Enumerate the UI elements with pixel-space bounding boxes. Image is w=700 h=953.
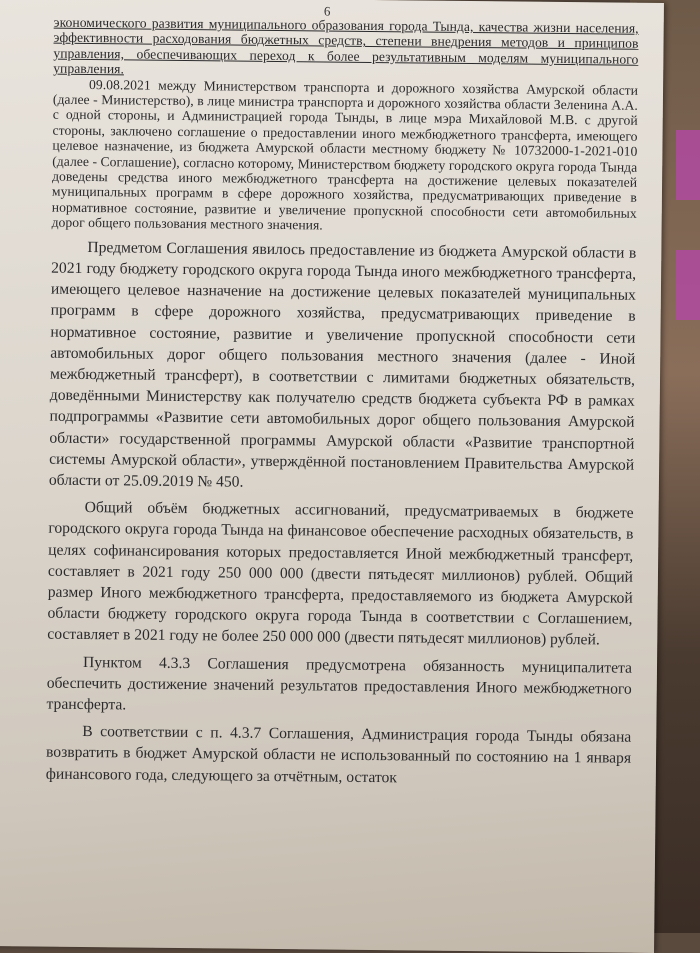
volume-paragraph: Общий объём бюджетных ассигнований, предусматриваемых в бюджете городского округа города Тында на финансовое обеспечение расходных обязательств, в целях софинансирования которых предоставляется Иной межбюджетный трансферт, составляет в 2021 году 250 000 000 (двести пятьдесят миллионов) рублей. Общий размер Иного межбюджетного трансферта, предоставляемого из бюджета Амурской области бюджету городского округа города Тында в соответствии с Соглашением, составляет в 2021 году не более 250 000 000 (двести пятьдесят миллионов) рублей. bbox=[47, 499, 634, 649]
return-paragraph: В соответствии с п. 4.3.7 Соглашения, Администрация города Тынды обязана возвратить в бюджет Амурской области не использованный по состоянию на 1 января финансового года, следующего за отчётным, остаток bbox=[45, 723, 632, 786]
agreement-paragraph: 09.08.2021 между Министерством транспорта и дорожного хозяйства Амурской области (далее - Министерство), в лице министра транспорта и дорожного хозяйства области Зеленина А.А. с одной стороны, и Администрацией города Тынды, в лице мэра Михайловой М.В. с другой стороны, заключено соглашение о предоставлении иного межбюджетного трансферта, имеющего целевое назначение, из бюджета Амурской области местному бюджету № 10732000-1-2021-010 (далее - Соглашение), согласно которому, Министерством бюджету городского округа города Тында доведены средства иного межбюджетного трансферта на достижение целевых показателей муниципальных программ в сфере дорожного хозяйства, предусматривающих приведение в нормативное состояние, развитие и увеличение пропускной способности сети автомобильных дорог общего пользования местного значения. bbox=[51, 76, 639, 233]
page-number: 6 bbox=[323, 3, 331, 19]
background-stripe bbox=[676, 250, 700, 320]
document-body bbox=[46, 15, 639, 791]
background-stripe bbox=[676, 130, 700, 200]
obligation-paragraph: Пунктом 4.3.3 Соглашения предусмотрена обязанность муниципалитета обеспечить достижение значений результатов предоставления Иного межбюджетного трансферта. bbox=[46, 653, 633, 714]
opening-paragraph: экономического развития муниципального образования города Тында, качества жизни населения, эффективности расходования бюджетных средств, степени внедрения методов и принципов управления, обеспечивающих переход к более результативным моделям муниципального управления. bbox=[53, 14, 639, 77]
subject-paragraph: Предметом Соглашения явилось предоставление из бюджета Амурской области в 2021 году бюджету городского округа города Тында иного межбюджетного трансферта, имеющего целевое назначение на достижение целевых показателей муниципальных программ в сфере дорожного хозяйства, предусматривающих приведение в нормативное состояние, развитие и увеличение пропускной способности сети автомобильных дорог общего пользования местного значения (далее - Иной межбюджетный трансферт), в соответствии с лимитами бюджетных обязательств, доведёнными Министерству как получателю средств бюджета субъекта РФ в рамках подпрограммы «Развитие сети автомобильных дорог общего пользования Амурской области» государственной программы Амурской области «Развитие транспортной системы Амурской области», утверждённой постановлением Правительства Амурской области от 25.09.2019 № 450. bbox=[48, 238, 637, 491]
